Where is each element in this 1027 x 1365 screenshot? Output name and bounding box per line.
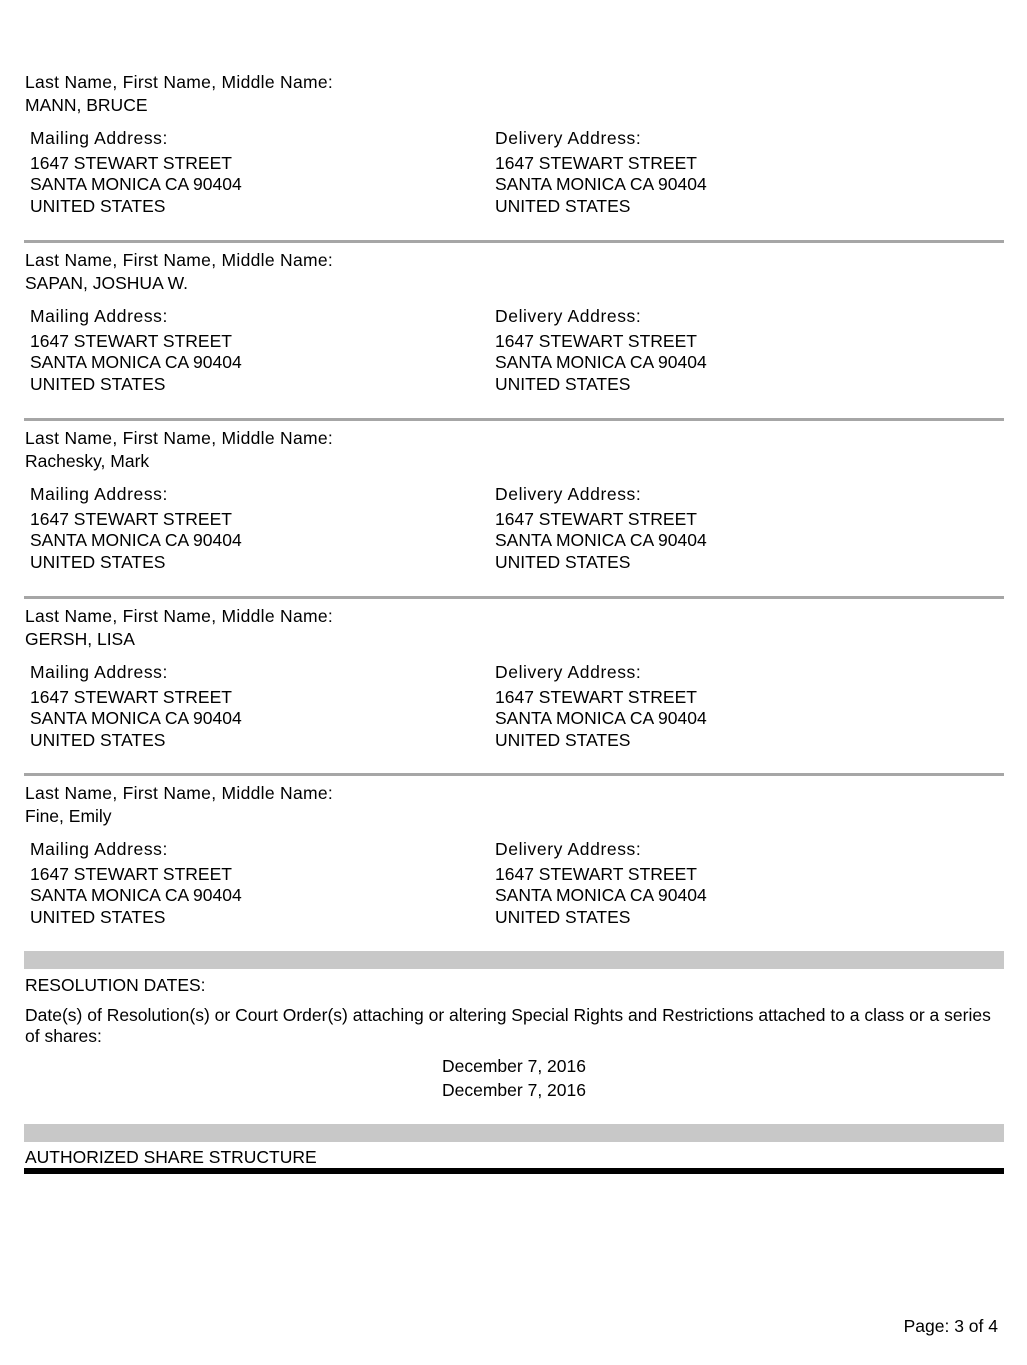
mailing-address: [30, 306, 242, 395]
authorized-share-structure-heading: AUTHORIZED SHARE STRUCTURE: [25, 1147, 317, 1167]
address-line: SANTA MONICA CA 90404: [30, 885, 242, 905]
director-name: Fine, Emily: [25, 806, 112, 826]
delivery-address-label: Delivery Address:: [495, 662, 642, 682]
entry-divider: [24, 596, 1004, 599]
address-line: 1647 STEWART STREET: [495, 508, 697, 529]
address-line: UNITED STATES: [30, 906, 166, 927]
delivery-address-label: Delivery Address:: [495, 306, 642, 326]
heading-rule: [24, 1168, 1004, 1174]
address-line: UNITED STATES: [30, 195, 166, 216]
resolution-description: Date(s) of Resolution(s) or Court Order(s) attaching or altering Special Rights and Restrictions attached to a class or a series of shares:: [25, 1005, 991, 1046]
entry-divider: [24, 418, 1004, 421]
address-line: SANTA MONICA CA 90404: [495, 708, 707, 728]
director-name: GERSH, LISA: [25, 629, 135, 649]
director-entry: [24, 428, 1004, 606]
section-band: [24, 1124, 1004, 1142]
address-line: 1647 STEWART STREET: [30, 508, 232, 529]
mailing-address-label: Mailing Address:: [30, 484, 168, 504]
address-line: SANTA MONICA CA 90404: [495, 530, 707, 550]
mailing-address: [30, 839, 242, 928]
director-entry: [24, 72, 1004, 250]
address-line: SANTA MONICA CA 90404: [30, 530, 242, 550]
resolution-date: December 7, 2016: [442, 1056, 586, 1076]
director-name: Rachesky, Mark: [25, 451, 150, 471]
delivery-address: [495, 306, 707, 395]
delivery-address-label: Delivery Address:: [495, 484, 642, 504]
address-line: UNITED STATES: [495, 195, 631, 216]
delivery-address-label: Delivery Address:: [495, 128, 642, 148]
section-band: [24, 951, 1004, 969]
address-line: SANTA MONICA CA 90404: [30, 352, 242, 372]
address-line: 1647 STEWART STREET: [495, 863, 697, 884]
address-line: 1647 STEWART STREET: [495, 152, 697, 173]
address-line: 1647 STEWART STREET: [30, 330, 232, 351]
delivery-address: [495, 662, 707, 751]
name-label: Last Name, First Name, Middle Name:: [25, 428, 334, 448]
entry-divider: [24, 773, 1004, 776]
mailing-address: [30, 662, 242, 751]
address-line: SANTA MONICA CA 90404: [495, 885, 707, 905]
address-line: UNITED STATES: [495, 729, 631, 750]
mailing-address: [30, 128, 242, 217]
name-label: Last Name, First Name, Middle Name:: [25, 250, 334, 270]
address-line: UNITED STATES: [495, 906, 631, 927]
delivery-address-label: Delivery Address:: [495, 839, 642, 859]
delivery-address: [495, 484, 707, 573]
mailing-address-label: Mailing Address:: [30, 662, 168, 682]
mailing-address-label: Mailing Address:: [30, 839, 168, 859]
address-line: 1647 STEWART STREET: [30, 152, 232, 173]
address-line: UNITED STATES: [30, 373, 166, 394]
address-line: UNITED STATES: [495, 551, 631, 572]
director-name: MANN, BRUCE: [25, 95, 148, 115]
name-label: Last Name, First Name, Middle Name:: [25, 783, 334, 803]
address-line: 1647 STEWART STREET: [30, 863, 232, 884]
resolution-date: December 7, 2016: [442, 1080, 586, 1100]
address-line: UNITED STATES: [495, 373, 631, 394]
delivery-address: [495, 128, 707, 217]
mailing-address-label: Mailing Address:: [30, 128, 168, 148]
name-label: Last Name, First Name, Middle Name:: [25, 72, 334, 92]
address-line: UNITED STATES: [30, 729, 166, 750]
address-line: UNITED STATES: [30, 551, 166, 572]
address-line: SANTA MONICA CA 90404: [495, 352, 707, 372]
resolution-dates-heading: RESOLUTION DATES:: [25, 975, 206, 995]
page-number: Page: 3 of 4: [903, 1316, 998, 1336]
mailing-address-label: Mailing Address:: [30, 306, 168, 326]
address-line: 1647 STEWART STREET: [495, 686, 697, 707]
address-line: 1647 STEWART STREET: [495, 330, 697, 351]
entry-divider: [24, 240, 1004, 243]
director-entry: [24, 250, 1004, 428]
address-line: SANTA MONICA CA 90404: [30, 174, 242, 194]
director-name: SAPAN, JOSHUA W.: [25, 273, 189, 293]
resolution-dates-list: [24, 1054, 1004, 1102]
director-entry: [24, 783, 1004, 961]
mailing-address: [30, 484, 242, 573]
address-line: SANTA MONICA CA 90404: [30, 708, 242, 728]
name-label: Last Name, First Name, Middle Name:: [25, 606, 334, 626]
address-line: SANTA MONICA CA 90404: [495, 174, 707, 194]
address-line: 1647 STEWART STREET: [30, 686, 232, 707]
delivery-address: [495, 839, 707, 928]
director-entry: [24, 606, 1004, 784]
